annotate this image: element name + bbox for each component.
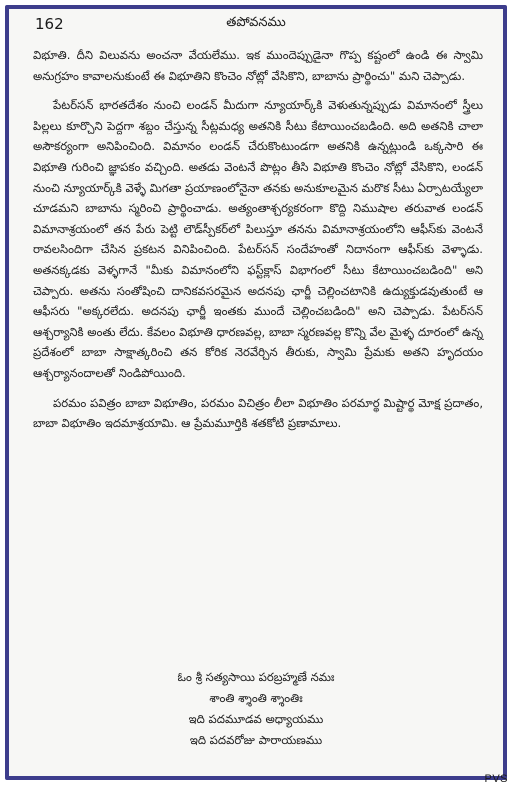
closing-line-2: శాంతి శ్శాంతి శ్శాంతిః [209,691,303,705]
credit-mark: PVS [484,773,508,785]
closing-line-4: ఇది పదవరోజు పారాయణము [189,733,323,747]
closing-line-1: ఓం శ్రీ సత్యసాయి పరబ్రహ్మణే నమః [177,670,335,684]
paragraph-2: పేటర్‌సన్ భారతదేశం నుంచి లండన్ మీదుగా న్యూయార్క్‌కి వెళుతున్నప్పుడు విమానంలో స్త్రీలు పిల్లలు కూర్చొని పెద్దగా శబ్దం చేస్తున్న సీట్లమధ్య అతనికి సీటు కేటాయించబడింది. అది అతనికి చాలా అసౌకర్యంగా అనిపించింది. విమానం లండన్ చేరుకొంటుండగా అతనికి ఉన్నట్లుండి ఒక్కసారి ఈ విభూతి గురించి జ్ఞాపకం వచ్చింది. అతడు వెంటనే పొట్లం తీసి విభూతి కొంచెం నోట్లో వేసికొని, లండన్ నుంచి న్యూయార్క్‌కి వెళ్ళే మిగతా ప్రయాణంలోనైనా తనకు అనుకూలమైన మరొక సీటు ఏర్పాటయ్యేలా చూడమని బాబాను స్మరించి ప్రార్థించాడు. అత్యంతాశ్చర్యకరంగా కొద్ది నిముషాల తరువాత లండన్ విమానాశ్రయంలో తన పేరు పెట్టి లౌడ్‌స్పీకర్‌లో పిలుస్తూ తనను విమానాశ్రయంలోని ఆఫీస్‌కు వెంటనే రావలసిందిగా చేసిన ప్రకటన వినిపించింది. పేటర్‌సన్ సందేహంతో నిదానంగా ఆఫీస్‌కు వెళ్ళాడు. అతనక్కడకు వెళ్ళగానే "మీకు విమానంలోని ఫస్ట్‌క్లాస్ విభాగంలో సీటు కేటాయించబడింది" అని చెప్పారు. అతను సంతోషించి దానికవసరమైన అదనపు ఛార్జీ చెల్లించటానికి ఉద్యుక్తుడవుతుంటే ఆ ఆఫీసరు "అక్కరలేదు. అదనపు ఛార్జీ ఇంతకు ముందే చెల్లించబడింది" అని చెప్పాడు. పేటర్‌సన్ ఆశ్చర్యానికి అంతు లేదు. కేవలం విభూతి ధారణవల్ల, బాబా స్మరణవల్ల కొన్ని వేల మైళ్ళ దూరంలో ఉన్న ప్రదేశంలో బాబా సాక్షాత్కరించి తన కోరిక నెరవేర్చిన తీరుకు, స్వామి ప్రేమకు అతని హృదయం ఆశ్చర్యానందాలతో నిండిపోయింది. [33,98,483,380]
closing-line-3: ఇది పదమూడవ అధ్యాయము [188,712,324,726]
paragraph-1: విభూతి. దీని విలువను అంచనా వేయలేము. ఇక ముందెప్పుడైనా గొప్ప కష్టంలో ఉండి ఈ స్వామి అనుగ్రహం కావాలనుకుంటే ఈ విభూతిని కొంచెం నోట్లో వేసికొని, బాబాను ప్రార్థించు" మని చెప్పాడు. [33,48,483,83]
body-text [33,45,483,443]
closing-verses [9,667,503,751]
page-number: 162 [35,15,64,33]
paragraph-3: పరమం పవిత్రం బాబా విభూతిం, పరమం విచిత్రం లీలా విభూతిం పరమార్థ మిష్టార్థ మోక్ష ప్రదాతం, బాబా విభూతిం ఇదమాశ్రయామి. ఆ ప్రేమమూర్తికి శతకోటి ప్రణామాలు. [33,395,483,431]
running-head: తపోవనము [226,15,286,30]
page-header [9,15,503,37]
page-frame [5,5,507,780]
